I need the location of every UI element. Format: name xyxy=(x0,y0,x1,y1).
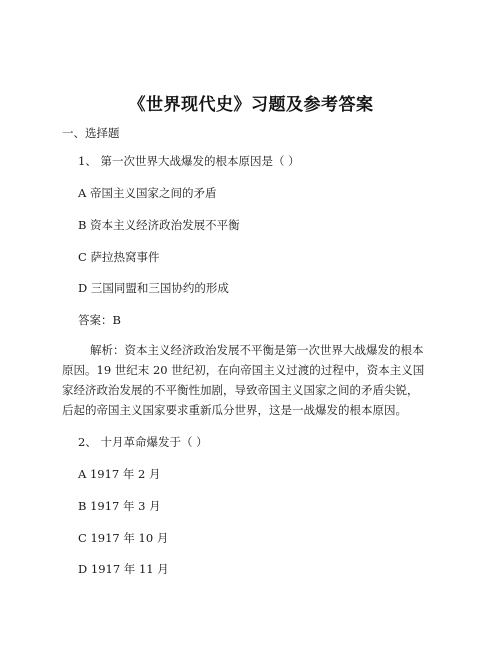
section-heading: 一、选择题 xyxy=(62,126,120,140)
q1-option-a: A 帝国主义国家之间的矛盾 xyxy=(78,186,217,200)
analysis-line: 原因。19 世纪末 20 世纪初，在向帝国主义过渡的过程中，资本主义国 xyxy=(62,363,425,377)
q1-option-c: C 萨拉热窝事件 xyxy=(78,250,160,264)
question-2: 2、 十月革命爆发于（ ） xyxy=(78,435,208,449)
q2-option-a: A 1917 年 2 月 xyxy=(78,467,161,481)
analysis-line: 解析：资本主义经济政治发展不平衡是第一次世界大战爆发的根本 xyxy=(90,343,424,357)
q1-option-b: B 资本主义经济政治发展不平衡 xyxy=(78,218,240,232)
question-1: 1、 第一次世界大战爆发的根本原因是（ ） xyxy=(78,154,300,168)
q2-option-d: D 1917 年 11 月 xyxy=(78,562,169,576)
document-title: 《世界现代史》习题及参考答案 xyxy=(128,95,374,115)
q1-analysis xyxy=(62,340,440,420)
q1-option-d: D 三国同盟和三国协约的形成 xyxy=(78,281,229,295)
analysis-line: 后起的帝国主义国家要求重新瓜分世界，这是一战爆发的根本原因。 xyxy=(62,403,407,417)
analysis-line: 家经济政治发展的不平衡性加剧，导致帝国主义国家之间的矛盾尖锐， xyxy=(62,383,419,397)
q2-option-c: C 1917 年 10 月 xyxy=(78,531,169,545)
q2-option-b: B 1917 年 3 月 xyxy=(78,499,161,513)
q1-answer: 答案：B xyxy=(78,313,121,327)
